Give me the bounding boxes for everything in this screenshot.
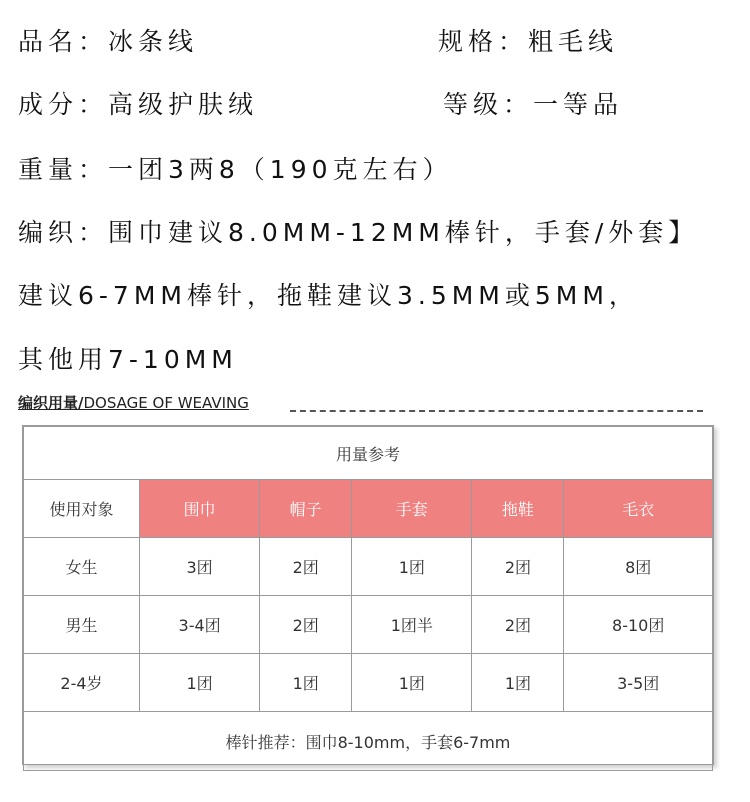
table-footnote: 棒针推荐：围巾8-10mm，手套6-7mm <box>24 712 713 771</box>
section-title <box>18 392 249 413</box>
product-weight: 重量：一团3两8（190克左右） <box>18 155 453 184</box>
knitting-advice-line3: 其他用7-10MM <box>18 345 238 374</box>
row-label: 男生 <box>24 596 140 654</box>
section-divider <box>290 410 703 412</box>
product-composition: 成分：高级护肤绒 <box>18 90 259 119</box>
usage-table-grid <box>23 426 713 771</box>
table-cell: 8团 <box>564 538 713 596</box>
table-title-row <box>24 427 713 480</box>
table-cell: 8-10团 <box>564 596 713 654</box>
table-cell: 1团半 <box>352 596 472 654</box>
table-cell: 1团 <box>352 538 472 596</box>
table-corner-label: 使用对象 <box>24 480 140 538</box>
table-cell: 2团 <box>260 538 352 596</box>
table-cell: 1团 <box>352 654 472 712</box>
table-cell: 2团 <box>472 538 564 596</box>
table-cell: 1团 <box>140 654 260 712</box>
section-title-en: DOSAGE OF WEAVING <box>83 394 249 412</box>
column-header: 毛衣 <box>564 480 713 538</box>
usage-table <box>22 425 714 765</box>
table-row <box>24 654 713 712</box>
table-header-row <box>24 480 713 538</box>
column-header: 拖鞋 <box>472 480 564 538</box>
column-header: 帽子 <box>260 480 352 538</box>
product-grade: 等级：一等品 <box>443 90 624 119</box>
table-row <box>24 538 713 596</box>
table-cell: 1团 <box>260 654 352 712</box>
table-title: 用量参考 <box>24 427 713 480</box>
section-title-cn: 编织用量/ <box>18 394 84 412</box>
table-row <box>24 596 713 654</box>
product-spec: 规格：粗毛线 <box>438 27 619 56</box>
table-cell: 3-4团 <box>140 596 260 654</box>
table-cell: 2团 <box>472 596 564 654</box>
table-cell: 3团 <box>140 538 260 596</box>
table-footnote-row <box>24 712 713 771</box>
knitting-advice-line2: 建议6-7MM棒针，拖鞋建议3.5MM或5MM， <box>18 281 639 310</box>
product-name: 品名：冰条线 <box>18 27 199 56</box>
column-header: 手套 <box>352 480 472 538</box>
table-cell: 1团 <box>472 654 564 712</box>
row-label: 2-4岁 <box>24 654 140 712</box>
knitting-advice-line1: 编织：围巾建议8.0MM-12MM棒针，手套/外套】 <box>18 218 699 247</box>
table-cell: 3-5团 <box>564 654 713 712</box>
row-label: 女生 <box>24 538 140 596</box>
column-header: 围巾 <box>140 480 260 538</box>
table-cell: 2团 <box>260 596 352 654</box>
